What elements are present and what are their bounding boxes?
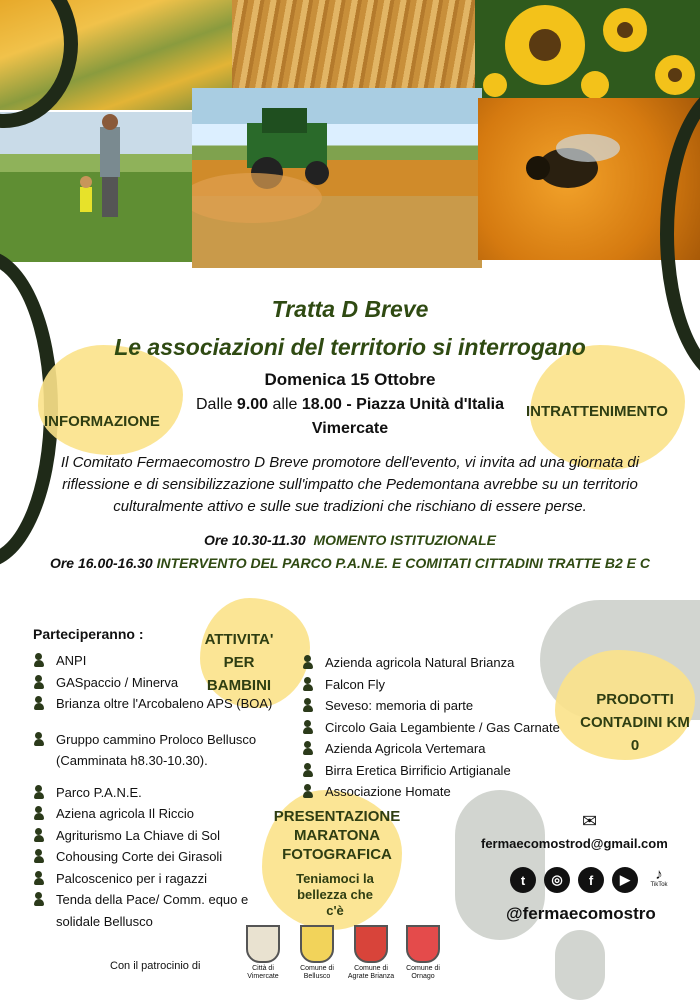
people-icon [34,871,48,885]
tractor-harvest-photo [192,88,482,268]
people-icon [34,849,48,863]
event-date: Domenica 15 Ottobre [264,370,436,389]
people-icon [34,732,48,746]
people-icon [303,784,317,798]
list-item: GASpaccio / Minerva [34,672,294,694]
crest-shield-icon [246,925,280,963]
list-item: Palcoscenico per i ragazzi [34,868,294,890]
list-item: Brianza oltre l'Arcobaleno APS (BOA) [34,693,294,715]
tag-information: INFORMAZIONE [44,413,160,430]
list-item: Azienda Agricola Vertemara [303,738,593,760]
sunflower-photo [475,0,700,100]
intro-paragraph: Il Comitato Fermaecomostro D Breve promotore dell'evento, vi invita ad una giornata di riflessione e di sensibilizzazione sull'impatto che Pedemontana avrebbe su un territorio culturalmente attivo e sulle sue tradizioni che rischiano di essere perse. [60,454,640,515]
people-icon [34,653,48,667]
people-icon [34,806,48,820]
people-icon [303,763,317,777]
event-subtitle: Le associazioni del territorio si interrogano [114,334,586,360]
tiktok-icon[interactable]: ♪ TikTok [650,866,668,888]
crest-bellusco: Comune di Bellusco [290,925,344,981]
instagram-icon[interactable]: ◎ [544,867,570,893]
facebook-icon[interactable]: f [578,867,604,893]
event-title: Tratta D Breve [271,296,429,322]
list-item: Birra Eretica Birrificio Artigianale [303,760,593,782]
list-item: Agriturismo La Chiave di Sol [34,825,294,847]
people-icon [303,655,317,669]
participants-title: Parteciperanno : [33,626,144,642]
people-icon [34,892,48,906]
list-item: Cohousing Corte dei Girasoli [34,846,294,868]
list-item: Parco P.A.N.E. [34,782,294,804]
people-icon [34,785,48,799]
crest-agrate-brianza: Comune di Agrate Brianza [344,925,398,981]
crest-vimercate: Città di Vimercate [236,925,290,981]
crest-shield-icon [354,925,388,963]
people-icon [34,696,48,710]
contact-email[interactable]: fermaecomostrod@gmail.com [481,836,668,851]
callout-kids: ATTIVITA' PER BAMBINI [204,631,274,694]
social-icons [510,867,672,893]
crest-shield-icon [300,925,334,963]
list-item: Tenda della Pace/ Comm. equo e solidale Bellusco [34,889,254,932]
people-icon [303,698,317,712]
event-time: Dalle 9.00 alle 18.00 - Piazza Unità d'Italia [196,396,504,413]
crest-ornago: Comune di Ornago [396,925,450,981]
twitter-icon[interactable]: t [510,867,536,893]
list-item: Aziena agricola Il Riccio [34,803,294,825]
list-item: Circolo Gaia Legambiente / Gas Carnate [303,717,593,739]
schedule-item: Ore 16.00-16.30 INTERVENTO DEL PARCO P.A.N.E. E COMITATI CITTADINI TRATTE B2 E C [49,555,651,571]
list-item: Falcon Fly [303,674,593,696]
callout-photo-marathon: PRESENTAZIONE MARATONA FOTOGRAFICA [273,808,401,863]
crest-shield-icon [406,925,440,963]
participants-right-list [303,652,593,803]
wheat-photo [232,0,478,92]
callout-beauty: Teniamoci la bellezza che c'è [296,871,374,918]
social-handle[interactable]: @fermaecomostro [506,904,656,923]
people-icon [34,828,48,842]
list-item: ANPI [34,650,294,672]
mail-icon: ✉ [582,811,598,831]
father-child-field-photo [0,112,210,262]
schedule-item: Ore 10.30-11.30 MOMENTO ISTITUZIONALE [203,532,496,548]
people-icon [303,720,317,734]
people-icon [303,741,317,755]
people-icon [303,677,317,691]
list-item: Seveso: memoria di parte [303,695,593,717]
callout-farmers: PRODOTTI CONTADINI KM 0 [580,691,690,754]
list-item: Associazione Homate [303,781,593,803]
event-city: Vimercate [311,420,389,437]
people-icon [34,675,48,689]
youtube-icon[interactable]: ▶ [612,867,638,893]
list-item: Gruppo cammino Proloco Bellusco (Camminata h8.30-10.30). [34,729,264,772]
list-item: Azienda agricola Natural Brianza [303,652,593,674]
tag-entertainment: INTRATTENIMENTO [526,403,668,420]
patronage-label: Con il patrocinio di [110,960,201,972]
